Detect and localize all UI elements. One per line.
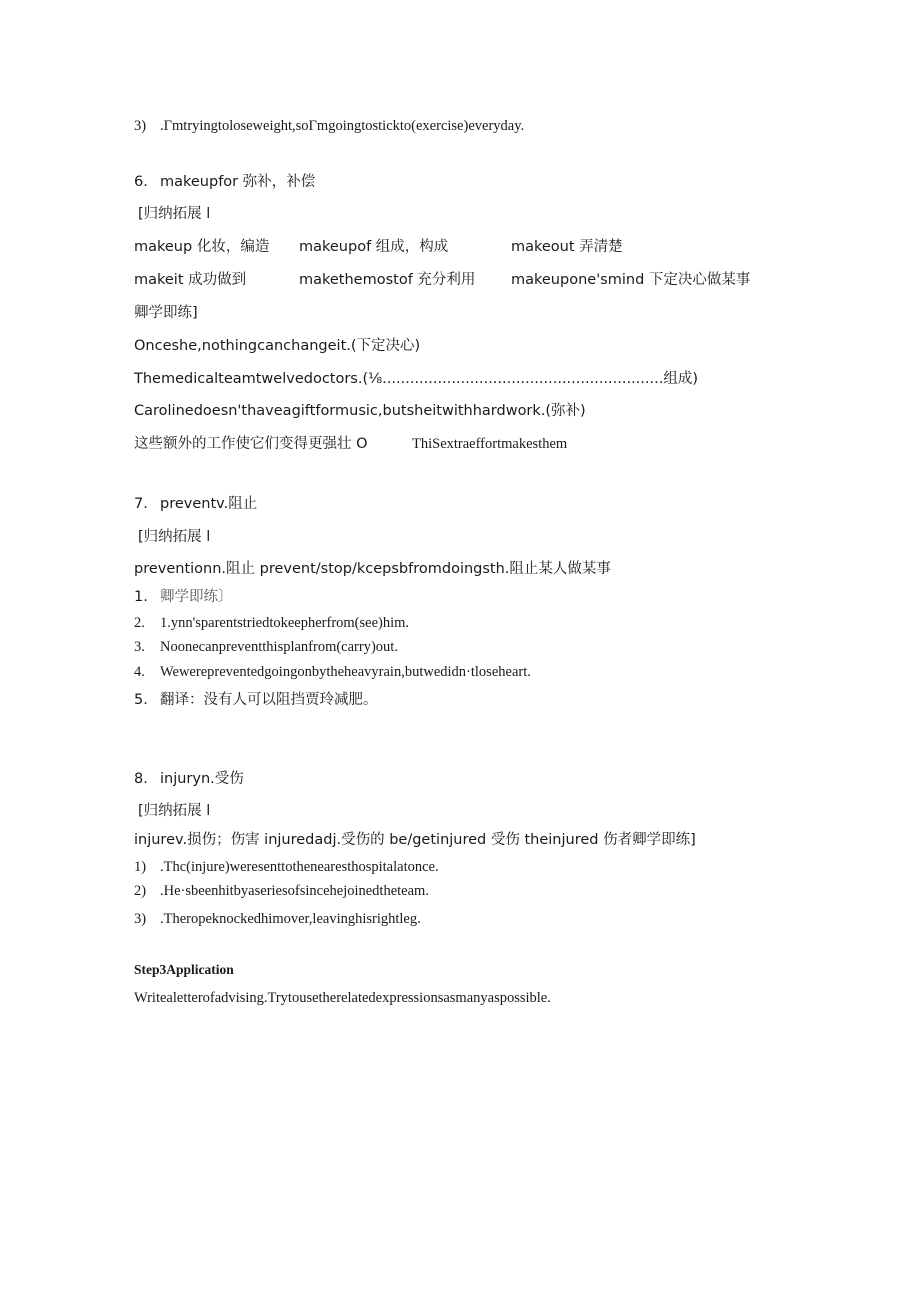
section-number: 8. xyxy=(134,771,148,787)
item-text: .He·sbeenhitbyaseriesofsincehejoinedtheteam. xyxy=(160,883,429,899)
section-7-item-2 xyxy=(134,613,409,633)
item-text: 翻译：没有人可以阻挡贾玲减肥。 xyxy=(160,692,378,708)
item-text: Wewerepreventedgoingonbytheheavyrain,butwedidn·tloseheart. xyxy=(160,664,531,680)
section-title: preventv.阻止 xyxy=(160,496,258,512)
item-number: 2) xyxy=(134,883,147,899)
section-7-item-3 xyxy=(134,637,398,657)
phrase-makethemostof: makethemostof 充分利用 xyxy=(299,272,476,288)
phrase-makeuponesmind: makeupone'smind 下定决心做某事 xyxy=(511,272,751,288)
section-7-item-1 xyxy=(134,587,233,607)
item-number: 3) xyxy=(134,118,147,134)
item-number: 2. xyxy=(134,615,145,631)
item-text: .Theropeknockedhimover,leavinghisrightleg. xyxy=(160,911,421,927)
section-8-line-1: injurev.损伤；伤害 injuredadj.受伤的 be/getinjured 受伤 theinjured 伤者卿学即练] xyxy=(134,832,696,848)
item-text: 卿学即练〕 xyxy=(160,589,233,605)
section-number: 6. xyxy=(134,174,148,190)
item-number: 1) xyxy=(134,859,147,875)
section-title: injuryn.受伤 xyxy=(160,771,244,787)
item-number: 4. xyxy=(134,664,145,680)
phrase-makeup: makeup 化妆，编造 xyxy=(134,239,270,255)
section-7-item-4 xyxy=(134,662,531,682)
section-8-item-1 xyxy=(134,857,439,877)
section-6-heading xyxy=(134,172,315,192)
section-7-heading xyxy=(134,494,257,514)
phrase-makeit: makeit 成功做到 xyxy=(134,272,247,288)
section-7-expand-label: [归纳拓展 l xyxy=(138,529,211,545)
section-7-line-1: preventionn.阻止 prevent/stop/kcepsbfromdoingsth.阻止某人做某事 xyxy=(134,561,611,577)
section-8-item-2 xyxy=(134,881,429,901)
item-number: 1. xyxy=(134,589,148,605)
item-text: .Γmtryingtoloseweight,soΓmgoingtostickto(exercise)everyday. xyxy=(160,118,525,134)
phrase-makeout: makeout 弄清楚 xyxy=(511,239,623,255)
item-number: 3) xyxy=(134,911,147,927)
section-6-exercise-1: Onceshe,nothingcanchangeit.(下定决心) xyxy=(134,338,421,354)
section-title: makeupfor 弥补，补偿 xyxy=(160,174,316,190)
item-text: 1.ynn'sparentstriedtokeepherfrom(see)him. xyxy=(160,615,410,631)
section-6-exercise-2: Themedicalteamtwelvedoctors.(⅛.............................................................组成) xyxy=(134,371,698,387)
section-8-item-3 xyxy=(134,909,421,929)
item-text: .Thc(injure)weresenttothenearesthospitalatonce. xyxy=(160,859,439,875)
item-number: 5. xyxy=(134,692,148,708)
step-3-text: Writealetterofadvising.Trytousetherelatedexpressionsasmanyaspossible. xyxy=(134,990,551,1006)
section-8-heading xyxy=(134,769,244,789)
section-number: 7. xyxy=(134,496,148,512)
section-6-exercise-4-english: ThiSextraeffortmakesthem xyxy=(412,436,568,452)
item-text: Noonecanpreventthisplanfrom(carry)out. xyxy=(160,639,398,655)
section-6-practice-label: 卿学即练] xyxy=(134,305,198,321)
step-3-heading: Step3Application xyxy=(134,962,234,977)
section-7-item-5 xyxy=(134,690,378,710)
item-number: 3. xyxy=(134,639,145,655)
exercise-item-3 xyxy=(134,116,524,136)
phrase-makeupof: makeupof 组成，构成 xyxy=(299,239,449,255)
section-6-exercise-4-chinese: 这些额外的工作使它们变得更强壮 O xyxy=(134,436,368,452)
section-6-expand-label: [归纳拓展 l xyxy=(138,206,211,222)
section-6-exercise-3: Carolinedoesn'thaveagiftformusic,butsheitwithhardwork.(弥补) xyxy=(134,403,586,419)
section-8-expand-label: [归纳拓展 l xyxy=(138,803,211,819)
